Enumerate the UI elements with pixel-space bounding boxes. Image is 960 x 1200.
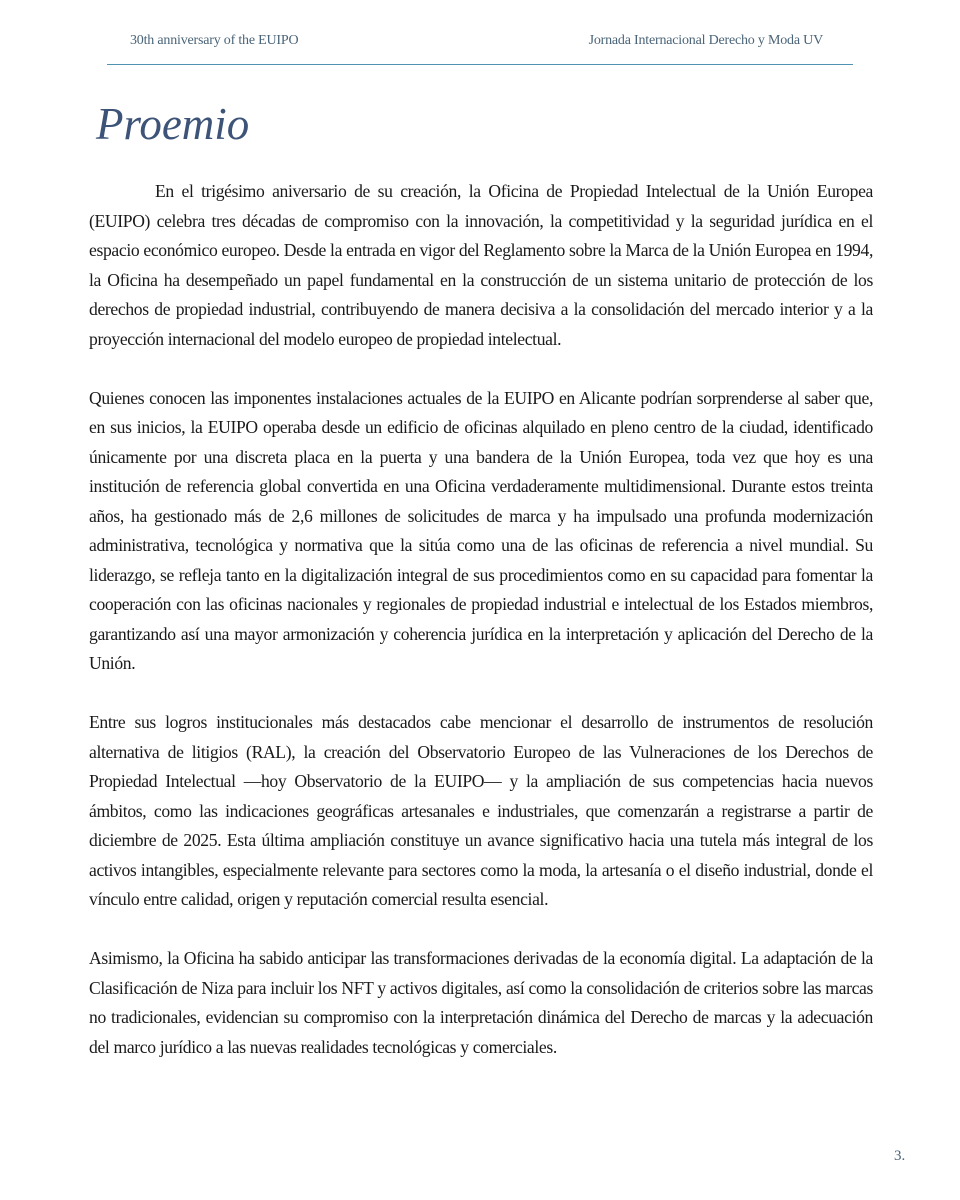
page-title: Proemio xyxy=(96,99,250,149)
body-text xyxy=(89,177,873,1062)
header-left-text: 30th anniversary of the EUIPO xyxy=(130,33,299,48)
running-header xyxy=(107,30,853,65)
page-number: 3. xyxy=(894,1148,906,1164)
paragraph-3: Entre sus logros institucionales más destacados cabe mencionar el desarrollo de instrumentos de resolución alternativa de litigios (RAL), la creación del Observatorio Europeo de las Vulneraciones de los Derechos de Propiedad Intelectual —hoy Observatorio de la EUIPO— y la ampliación de sus competencias hacia nuevos ámbitos, como las indicaciones geográficas artesanales e industriales, que comenzarán a registrarse a partir de diciembre de 2025. Esta última ampliación constituye un avance significativo hacia una tutela más integral de los activos intangibles, especialmente relevante para sectores como la moda, la artesanía o el diseño industrial, donde el vínculo entre calidad, origen y reputación comercial resulta esencial. xyxy=(89,712,873,909)
paragraph-4: Asimismo, la Oficina ha sabido anticipar las transformaciones derivadas de la economía digital. La adaptación de la Clasificación de Niza para incluir los NFT y activos digitales, así como la consolidación de criterios sobre las marcas no tradicionales, evidencian su compromiso con la interpretación dinámica del Derecho de marcas y la adecuación del marco jurídico a las nuevas realidades tecnológicas y comerciales. xyxy=(89,948,873,1057)
paragraph-1: En el trigésimo aniversario de su creación, la Oficina de Propiedad Intelectual de la Unión Europea (EUIPO) celebra tres décadas de compromiso con la innovación, la competitividad y la seguridad jurídica en el espacio económico europeo. Desde la entrada en vigor del Reglamento sobre la Marca de la Unión Europea en 1994, la Oficina ha desempeñado un papel fundamental en la construcción de un sistema unitario de protección de los derechos de propiedad industrial, contribuyendo de manera decisiva a la consolidación del mercado interior y a la proyección internacional del modelo europeo de propiedad intelectual. xyxy=(89,181,873,349)
paragraph-2: Quienes conocen las imponentes instalaciones actuales de la EUIPO en Alicante podrían sorprenderse al saber que, en sus inicios, la EUIPO operaba desde un edificio de oficinas alquilado en pleno centro de la ciudad, identificado únicamente por una discreta placa en la puerta y una bandera de la Unión Europea, toda vez que hoy es una institución de referencia global convertida en una Oficina verdaderamente multidimensional. Durante estos treinta años, ha gestionado más de 2,6 millones de solicitudes de marca y ha impulsado una profunda modernización administrativa, tecnológica y normativa que la sitúa como una de las oficinas de referencia a nivel mundial. Su liderazgo, se refleja tanto en la digitalización integral de sus procedimientos como en su capacidad para fomentar la cooperación con las oficinas nacionales y regionales de propiedad industrial e intelectual de los Estados miembros, garantizando así una mayor armonización y coherencia jurídica en la interpretación y aplicación del Derecho de la Unión. xyxy=(89,387,873,673)
header-right-text: Jornada Internacional Derecho y Moda UV xyxy=(588,33,823,48)
